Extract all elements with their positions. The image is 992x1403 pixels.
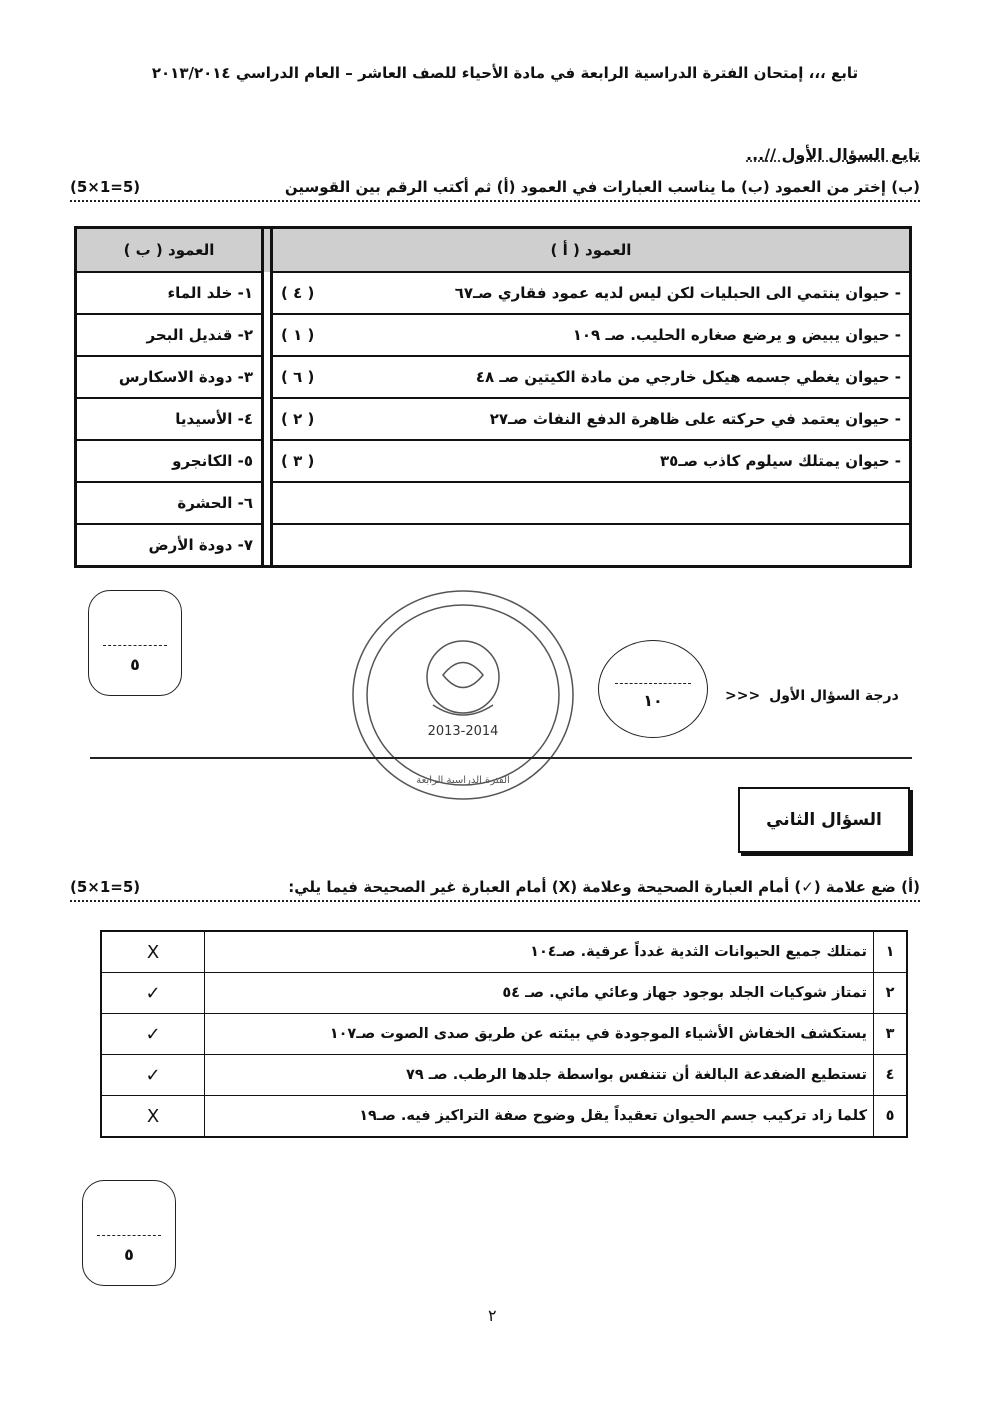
score-box-q1b: [88, 590, 182, 696]
page-number: ٢: [488, 1306, 497, 1325]
table-row: [76, 482, 911, 524]
score-value: ٥: [124, 1245, 134, 1264]
statement: كلما زاد تركيب جسم الحيوان تعقيداً يقل وضوح صفة التراكيز فيه. صـ١٩: [205, 1096, 874, 1138]
question1-title: تابع السؤال الأول //...: [746, 145, 920, 164]
answer-mark: ✓: [101, 973, 205, 1014]
seal-text: الفترة الدراسية الرابعة: [416, 775, 510, 786]
degree-label: درجة السؤال الأول: [769, 688, 899, 704]
row-number: ٥: [874, 1096, 908, 1138]
answer-slot: ( ٦ ): [281, 368, 315, 386]
total-score-value: ١٠: [643, 691, 663, 710]
statement: - حيوان يمتلك سيلوم كاذب صـ٣٥: [660, 452, 901, 470]
option: ٥- الكانجرو: [76, 440, 263, 482]
section-divider: [90, 757, 912, 759]
answer-mark: ✓: [101, 1055, 205, 1096]
statement: - حيوان ينتمي الى الحبليات لكن ليس لديه عمود فقاري صـ٦٧: [454, 284, 901, 302]
total-score-oval: [598, 640, 708, 738]
instruction-marks: (5×1=5): [70, 878, 141, 896]
question1-instruction: [70, 178, 920, 202]
option: ١- خلد الماء: [76, 272, 263, 314]
answer-mark: X: [101, 1096, 205, 1138]
statement: تمتاز شوكيات الجلد بوجود جهاز وعائي مائي. صـ ٥٤: [205, 973, 874, 1014]
answer-slot: ( ٣ ): [281, 452, 315, 470]
answer-mark: ✓: [101, 1014, 205, 1055]
question2-instruction: [70, 878, 920, 902]
matching-table: [74, 226, 912, 568]
degree-row: [725, 688, 899, 704]
table-row: [101, 931, 907, 973]
answer-mark: X: [101, 931, 205, 973]
table-row: [101, 973, 907, 1014]
table-row: [76, 356, 911, 398]
option: ٣- دودة الاسكارس: [76, 356, 263, 398]
row-number: ٢: [874, 973, 908, 1014]
row-number: ١: [874, 931, 908, 973]
question2-title: السؤال الثاني: [738, 787, 910, 853]
table-row: [76, 440, 911, 482]
statement: يستكشف الخفاش الأشياء الموجودة في بيئته عن طريق صدى الصوت صـ١٠٧: [205, 1014, 874, 1055]
row-number: ٤: [874, 1055, 908, 1096]
statement: تستطيع الضفدعة البالغة أن تتنفس بواسطة جلدها الرطب. صـ ٧٩: [205, 1055, 874, 1096]
answer-slot: ( ١ ): [281, 326, 315, 344]
degree-arrows: >>>: [725, 688, 761, 704]
option: ٦- الحشرة: [76, 482, 263, 524]
true-false-table: [100, 930, 908, 1138]
instruction-text: (أ) ضع علامة (✓) أمام العبارة الصحيحة وعلامة (X) أمام العبارة غير الصحيحة فيما يلي:: [288, 878, 920, 896]
seal-years: 2013-2014: [427, 724, 499, 739]
exam-header: تابع ،،، إمتحان الفترة الدراسية الرابعة في مادة الأحياء للصف العاشر – العام الدراسي ٢٠١٣/٢٠١٤: [151, 64, 859, 82]
table-row: [101, 1096, 907, 1138]
option: ٢- قنديل البحر: [76, 314, 263, 356]
instruction-marks: (5×1=5): [70, 178, 141, 196]
table-row: [76, 314, 911, 356]
score-value: ٥: [130, 655, 140, 674]
table-header-row: [76, 228, 911, 273]
col-a-header: العمود ( أ ): [272, 228, 911, 273]
col-b-header: العمود ( ب ): [76, 228, 263, 273]
instruction-text: (ب) إختر من العمود (ب) ما يناسب العبارات في العمود (أ) ثم أكتب الرقم بين القوسين: [284, 178, 920, 196]
statement: تمتلك جميع الحيوانات الثدية غدداً عرقية. صـ١٠٤: [205, 931, 874, 973]
answer-slot: ( ٤ ): [281, 284, 315, 302]
table-row: [101, 1055, 907, 1096]
score-box-q2a: [82, 1180, 176, 1286]
table-row: [76, 524, 911, 567]
statement: - حيوان يعتمد في حركته على ظاهرة الدفع النفاث صـ٢٧: [489, 410, 901, 428]
statement: - حيوان يبيض و يرضع صغاره الحليب. صـ ١٠٩: [572, 326, 901, 344]
table-row: [76, 272, 911, 314]
table-row: [76, 398, 911, 440]
option: ٤- الأسيديا: [76, 398, 263, 440]
option: ٧- دودة الأرض: [76, 524, 263, 567]
statement: - حيوان يغطي جسمه هيكل خارجي من مادة الكيتين صـ ٤٨: [475, 368, 901, 386]
row-number: ٣: [874, 1014, 908, 1055]
answer-slot: ( ٢ ): [281, 410, 315, 428]
table-row: [101, 1014, 907, 1055]
official-seal: [348, 585, 578, 805]
